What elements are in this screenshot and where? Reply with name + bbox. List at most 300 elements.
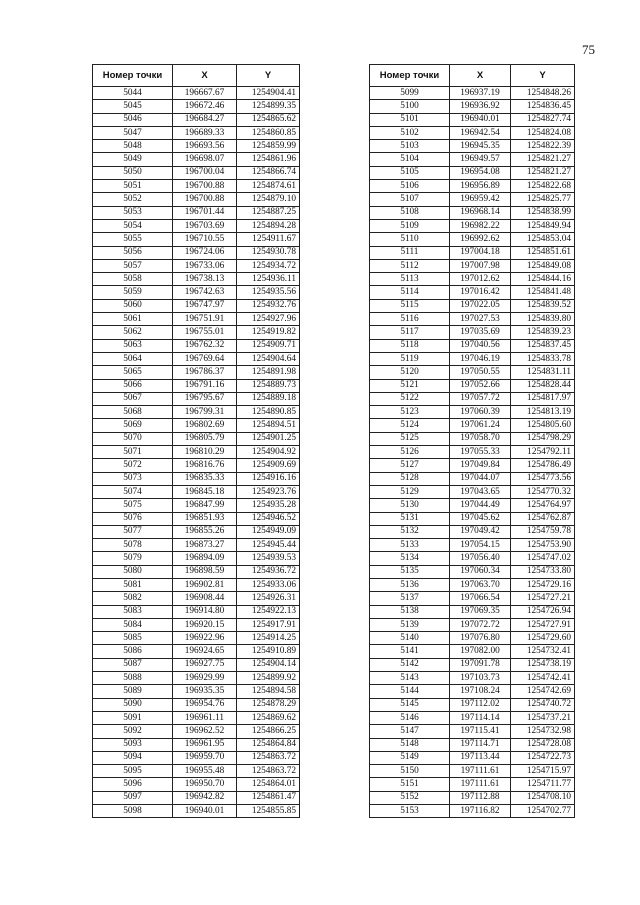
table-row bbox=[93, 751, 300, 764]
cell-x: 196873.27 bbox=[173, 539, 237, 552]
cell-y: 1254764.97 bbox=[511, 499, 575, 512]
cell-x: 196922.96 bbox=[173, 632, 237, 645]
table-row bbox=[370, 805, 575, 818]
table-row bbox=[370, 392, 575, 405]
cell-point-number: 5063 bbox=[93, 339, 173, 352]
cell-point-number: 5051 bbox=[93, 180, 173, 193]
cell-y: 1254728.08 bbox=[511, 738, 575, 751]
cell-y: 1254901.25 bbox=[237, 432, 300, 445]
table-row bbox=[93, 113, 300, 126]
cell-y: 1254733.80 bbox=[511, 565, 575, 578]
cell-x: 196982.22 bbox=[450, 219, 511, 232]
table-row bbox=[370, 725, 575, 738]
header-x: X bbox=[173, 65, 237, 87]
table-row bbox=[93, 180, 300, 193]
table-row bbox=[370, 259, 575, 272]
header-point-number: Номер точки bbox=[370, 65, 450, 87]
table-row bbox=[93, 313, 300, 326]
cell-point-number: 5097 bbox=[93, 791, 173, 804]
cell-y: 1254909.71 bbox=[237, 339, 300, 352]
cell-y: 1254889.73 bbox=[237, 379, 300, 392]
cell-point-number: 5055 bbox=[93, 233, 173, 246]
cell-y: 1254869.62 bbox=[237, 711, 300, 724]
cell-point-number: 5131 bbox=[370, 512, 450, 525]
table-row bbox=[370, 153, 575, 166]
cell-y: 1254729.16 bbox=[511, 578, 575, 591]
cell-y: 1254798.29 bbox=[511, 432, 575, 445]
cell-point-number: 5112 bbox=[370, 259, 450, 272]
table-row bbox=[93, 552, 300, 565]
cell-point-number: 5109 bbox=[370, 219, 450, 232]
cell-y: 1254904.41 bbox=[237, 87, 300, 100]
cell-point-number: 5085 bbox=[93, 632, 173, 645]
cell-y: 1254727.21 bbox=[511, 592, 575, 605]
cell-x: 197043.65 bbox=[450, 485, 511, 498]
table-row bbox=[370, 578, 575, 591]
table-row bbox=[93, 100, 300, 113]
cell-y: 1254762.87 bbox=[511, 512, 575, 525]
cell-y: 1254935.56 bbox=[237, 286, 300, 299]
cell-point-number: 5084 bbox=[93, 618, 173, 631]
cell-x: 196955.48 bbox=[173, 765, 237, 778]
cell-y: 1254841.48 bbox=[511, 286, 575, 299]
cell-point-number: 5128 bbox=[370, 472, 450, 485]
cell-y: 1254849.94 bbox=[511, 219, 575, 232]
table-row bbox=[370, 711, 575, 724]
cell-y: 1254949.09 bbox=[237, 525, 300, 538]
cell-point-number: 5145 bbox=[370, 698, 450, 711]
cell-point-number: 5119 bbox=[370, 352, 450, 365]
table-row bbox=[370, 525, 575, 538]
cell-x: 197066.54 bbox=[450, 592, 511, 605]
cell-x: 196954.76 bbox=[173, 698, 237, 711]
table-row bbox=[93, 791, 300, 804]
cell-y: 1254844.16 bbox=[511, 273, 575, 286]
cell-point-number: 5146 bbox=[370, 711, 450, 724]
cell-y: 1254919.82 bbox=[237, 326, 300, 339]
table-row bbox=[370, 366, 575, 379]
cell-point-number: 5087 bbox=[93, 658, 173, 671]
cell-x: 196968.14 bbox=[450, 206, 511, 219]
cell-x: 197061.24 bbox=[450, 419, 511, 432]
cell-point-number: 5052 bbox=[93, 193, 173, 206]
cell-x: 197057.72 bbox=[450, 392, 511, 405]
cell-point-number: 5144 bbox=[370, 685, 450, 698]
table-row bbox=[93, 485, 300, 498]
cell-point-number: 5105 bbox=[370, 166, 450, 179]
table-row bbox=[93, 326, 300, 339]
cell-y: 1254904.14 bbox=[237, 658, 300, 671]
table-row bbox=[370, 87, 575, 100]
cell-point-number: 5115 bbox=[370, 299, 450, 312]
cell-x: 196700.88 bbox=[173, 180, 237, 193]
cell-y: 1254805.60 bbox=[511, 419, 575, 432]
cell-y: 1254828.44 bbox=[511, 379, 575, 392]
table-row bbox=[93, 805, 300, 818]
table-row bbox=[370, 605, 575, 618]
cell-point-number: 5053 bbox=[93, 206, 173, 219]
table-row bbox=[370, 326, 575, 339]
cell-x: 197007.98 bbox=[450, 259, 511, 272]
cell-point-number: 5117 bbox=[370, 326, 450, 339]
table-row bbox=[370, 539, 575, 552]
cell-point-number: 5114 bbox=[370, 286, 450, 299]
cell-y: 1254838.99 bbox=[511, 206, 575, 219]
table-row bbox=[370, 140, 575, 153]
cell-point-number: 5045 bbox=[93, 100, 173, 113]
table-row bbox=[93, 339, 300, 352]
cell-y: 1254737.21 bbox=[511, 711, 575, 724]
cell-x: 197016.42 bbox=[450, 286, 511, 299]
table-row bbox=[93, 206, 300, 219]
cell-y: 1254732.41 bbox=[511, 645, 575, 658]
table-row bbox=[370, 432, 575, 445]
cell-x: 197040.56 bbox=[450, 339, 511, 352]
cell-y: 1254910.89 bbox=[237, 645, 300, 658]
table-row bbox=[93, 379, 300, 392]
cell-x: 196914.80 bbox=[173, 605, 237, 618]
cell-x: 196961.11 bbox=[173, 711, 237, 724]
table-row bbox=[370, 180, 575, 193]
table-row bbox=[93, 592, 300, 605]
cell-y: 1254824.08 bbox=[511, 126, 575, 139]
cell-y: 1254923.76 bbox=[237, 485, 300, 498]
table-row bbox=[93, 672, 300, 685]
table-body-right bbox=[370, 87, 575, 818]
cell-point-number: 5081 bbox=[93, 578, 173, 591]
coordinates-table-left bbox=[92, 64, 300, 818]
cell-point-number: 5152 bbox=[370, 791, 450, 804]
cell-x: 196992.62 bbox=[450, 233, 511, 246]
table-row bbox=[370, 791, 575, 804]
cell-x: 196855.26 bbox=[173, 525, 237, 538]
cell-x: 197114.14 bbox=[450, 711, 511, 724]
cell-point-number: 5135 bbox=[370, 565, 450, 578]
cell-x: 196940.01 bbox=[173, 805, 237, 818]
table-row bbox=[93, 193, 300, 206]
table-row bbox=[93, 126, 300, 139]
cell-y: 1254817.97 bbox=[511, 392, 575, 405]
cell-y: 1254911.67 bbox=[237, 233, 300, 246]
cell-point-number: 5132 bbox=[370, 525, 450, 538]
cell-point-number: 5107 bbox=[370, 193, 450, 206]
table-row bbox=[93, 273, 300, 286]
table-row bbox=[93, 166, 300, 179]
table-row bbox=[93, 259, 300, 272]
cell-y: 1254836.45 bbox=[511, 100, 575, 113]
cell-x: 196959.42 bbox=[450, 193, 511, 206]
cell-x: 196751.91 bbox=[173, 313, 237, 326]
cell-x: 196689.33 bbox=[173, 126, 237, 139]
cell-y: 1254936.72 bbox=[237, 565, 300, 578]
table-row bbox=[93, 459, 300, 472]
cell-x: 197072.72 bbox=[450, 618, 511, 631]
cell-point-number: 5080 bbox=[93, 565, 173, 578]
cell-x: 196710.55 bbox=[173, 233, 237, 246]
cell-y: 1254926.31 bbox=[237, 592, 300, 605]
cell-x: 196805.79 bbox=[173, 432, 237, 445]
table-row bbox=[370, 738, 575, 751]
cell-x: 197111.61 bbox=[450, 778, 511, 791]
cell-x: 197056.40 bbox=[450, 552, 511, 565]
cell-y: 1254866.25 bbox=[237, 725, 300, 738]
cell-y: 1254879.10 bbox=[237, 193, 300, 206]
table-row bbox=[93, 246, 300, 259]
cell-point-number: 5058 bbox=[93, 273, 173, 286]
cell-x: 197052.66 bbox=[450, 379, 511, 392]
cell-x: 196950.70 bbox=[173, 778, 237, 791]
cell-y: 1254945.44 bbox=[237, 539, 300, 552]
cell-x: 197058.70 bbox=[450, 432, 511, 445]
cell-y: 1254825.77 bbox=[511, 193, 575, 206]
cell-point-number: 5142 bbox=[370, 658, 450, 671]
cell-y: 1254866.74 bbox=[237, 166, 300, 179]
cell-y: 1254740.72 bbox=[511, 698, 575, 711]
cell-x: 197108.24 bbox=[450, 685, 511, 698]
cell-point-number: 5048 bbox=[93, 140, 173, 153]
cell-y: 1254753.90 bbox=[511, 539, 575, 552]
table-row bbox=[370, 685, 575, 698]
cell-point-number: 5044 bbox=[93, 87, 173, 100]
cell-y: 1254821.27 bbox=[511, 153, 575, 166]
table-row bbox=[93, 472, 300, 485]
cell-x: 196701.44 bbox=[173, 206, 237, 219]
table-row bbox=[370, 419, 575, 432]
cell-x: 196894.09 bbox=[173, 552, 237, 565]
table-row bbox=[370, 512, 575, 525]
table-row bbox=[93, 432, 300, 445]
cell-y: 1254946.52 bbox=[237, 512, 300, 525]
cell-y: 1254935.28 bbox=[237, 499, 300, 512]
table-row bbox=[370, 113, 575, 126]
table-row bbox=[93, 446, 300, 459]
table-body-left bbox=[93, 87, 300, 818]
table-row bbox=[370, 618, 575, 631]
cell-point-number: 5129 bbox=[370, 485, 450, 498]
cell-x: 196672.46 bbox=[173, 100, 237, 113]
table-row bbox=[93, 299, 300, 312]
cell-y: 1254848.26 bbox=[511, 87, 575, 100]
table-row bbox=[93, 565, 300, 578]
cell-point-number: 5061 bbox=[93, 313, 173, 326]
cell-point-number: 5062 bbox=[93, 326, 173, 339]
cell-point-number: 5049 bbox=[93, 153, 173, 166]
cell-x: 197060.34 bbox=[450, 565, 511, 578]
cell-x: 196733.06 bbox=[173, 259, 237, 272]
cell-y: 1254726.94 bbox=[511, 605, 575, 618]
cell-y: 1254917.91 bbox=[237, 618, 300, 631]
cell-point-number: 5047 bbox=[93, 126, 173, 139]
cell-y: 1254934.72 bbox=[237, 259, 300, 272]
cell-point-number: 5106 bbox=[370, 180, 450, 193]
cell-point-number: 5096 bbox=[93, 778, 173, 791]
header-y: Y bbox=[237, 65, 300, 87]
cell-y: 1254770.32 bbox=[511, 485, 575, 498]
cell-y: 1254742.41 bbox=[511, 672, 575, 685]
cell-point-number: 5090 bbox=[93, 698, 173, 711]
table-row bbox=[370, 778, 575, 791]
cell-x: 197115.41 bbox=[450, 725, 511, 738]
cell-point-number: 5092 bbox=[93, 725, 173, 738]
cell-y: 1254916.16 bbox=[237, 472, 300, 485]
table-row bbox=[370, 499, 575, 512]
table-row bbox=[370, 672, 575, 685]
cell-y: 1254839.80 bbox=[511, 313, 575, 326]
cell-y: 1254851.61 bbox=[511, 246, 575, 259]
table-row bbox=[370, 406, 575, 419]
cell-y: 1254853.04 bbox=[511, 233, 575, 246]
cell-point-number: 5136 bbox=[370, 578, 450, 591]
cell-point-number: 5073 bbox=[93, 472, 173, 485]
cell-x: 197076.80 bbox=[450, 632, 511, 645]
cell-point-number: 5143 bbox=[370, 672, 450, 685]
table-row bbox=[370, 459, 575, 472]
cell-x: 196898.59 bbox=[173, 565, 237, 578]
cell-x: 197082.00 bbox=[450, 645, 511, 658]
cell-y: 1254861.47 bbox=[237, 791, 300, 804]
table-row bbox=[370, 273, 575, 286]
cell-x: 197044.49 bbox=[450, 499, 511, 512]
cell-point-number: 5082 bbox=[93, 592, 173, 605]
cell-x: 197114.71 bbox=[450, 738, 511, 751]
table-header-row bbox=[370, 65, 575, 87]
cell-x: 196791.16 bbox=[173, 379, 237, 392]
cell-x: 197113.44 bbox=[450, 751, 511, 764]
cell-point-number: 5095 bbox=[93, 765, 173, 778]
cell-point-number: 5121 bbox=[370, 379, 450, 392]
table-row bbox=[93, 618, 300, 631]
cell-x: 197091.78 bbox=[450, 658, 511, 671]
cell-y: 1254922.13 bbox=[237, 605, 300, 618]
table-row bbox=[93, 778, 300, 791]
cell-point-number: 5126 bbox=[370, 446, 450, 459]
cell-y: 1254742.69 bbox=[511, 685, 575, 698]
table-row bbox=[93, 153, 300, 166]
cell-y: 1254864.84 bbox=[237, 738, 300, 751]
cell-y: 1254837.45 bbox=[511, 339, 575, 352]
cell-y: 1254860.85 bbox=[237, 126, 300, 139]
table-row bbox=[370, 233, 575, 246]
cell-y: 1254792.11 bbox=[511, 446, 575, 459]
cell-point-number: 5066 bbox=[93, 379, 173, 392]
cell-y: 1254722.73 bbox=[511, 751, 575, 764]
table-row bbox=[93, 765, 300, 778]
table-row bbox=[93, 366, 300, 379]
cell-y: 1254827.74 bbox=[511, 113, 575, 126]
table-row bbox=[93, 286, 300, 299]
cell-point-number: 5067 bbox=[93, 392, 173, 405]
table-row bbox=[370, 765, 575, 778]
cell-y: 1254813.19 bbox=[511, 406, 575, 419]
cell-y: 1254821.27 bbox=[511, 166, 575, 179]
cell-x: 197060.39 bbox=[450, 406, 511, 419]
cell-point-number: 5077 bbox=[93, 525, 173, 538]
cell-y: 1254914.25 bbox=[237, 632, 300, 645]
cell-x: 196935.35 bbox=[173, 685, 237, 698]
cell-x: 197069.35 bbox=[450, 605, 511, 618]
page-number: 75 bbox=[582, 42, 595, 57]
cell-point-number: 5101 bbox=[370, 113, 450, 126]
cell-x: 196847.99 bbox=[173, 499, 237, 512]
cell-x: 197022.05 bbox=[450, 299, 511, 312]
table-row bbox=[370, 751, 575, 764]
cell-point-number: 5124 bbox=[370, 419, 450, 432]
cell-y: 1254822.68 bbox=[511, 180, 575, 193]
table-row bbox=[370, 565, 575, 578]
table-row bbox=[370, 246, 575, 259]
cell-y: 1254894.28 bbox=[237, 219, 300, 232]
cell-x: 196684.27 bbox=[173, 113, 237, 126]
cell-y: 1254874.61 bbox=[237, 180, 300, 193]
table-row bbox=[370, 592, 575, 605]
cell-x: 197046.19 bbox=[450, 352, 511, 365]
table-row bbox=[370, 219, 575, 232]
cell-point-number: 5060 bbox=[93, 299, 173, 312]
cell-point-number: 5074 bbox=[93, 485, 173, 498]
cell-y: 1254715.97 bbox=[511, 765, 575, 778]
cell-point-number: 5103 bbox=[370, 140, 450, 153]
cell-x: 196835.33 bbox=[173, 472, 237, 485]
table-row bbox=[93, 645, 300, 658]
cell-point-number: 5083 bbox=[93, 605, 173, 618]
cell-x: 197054.15 bbox=[450, 539, 511, 552]
cell-y: 1254899.35 bbox=[237, 100, 300, 113]
cell-point-number: 5065 bbox=[93, 366, 173, 379]
cell-point-number: 5138 bbox=[370, 605, 450, 618]
table-row bbox=[370, 193, 575, 206]
table-row bbox=[93, 685, 300, 698]
cell-y: 1254927.96 bbox=[237, 313, 300, 326]
cell-point-number: 5056 bbox=[93, 246, 173, 259]
cell-x: 197044.07 bbox=[450, 472, 511, 485]
cell-x: 197049.84 bbox=[450, 459, 511, 472]
cell-y: 1254889.18 bbox=[237, 392, 300, 405]
header-x: X bbox=[450, 65, 511, 87]
cell-y: 1254773.56 bbox=[511, 472, 575, 485]
table-row bbox=[370, 379, 575, 392]
cell-x: 196851.93 bbox=[173, 512, 237, 525]
cell-x: 196945.35 bbox=[450, 140, 511, 153]
cell-point-number: 5120 bbox=[370, 366, 450, 379]
cell-point-number: 5141 bbox=[370, 645, 450, 658]
cell-y: 1254894.51 bbox=[237, 419, 300, 432]
cell-x: 196703.69 bbox=[173, 219, 237, 232]
cell-point-number: 5070 bbox=[93, 432, 173, 445]
header-point-number: Номер точки bbox=[93, 65, 173, 87]
cell-y: 1254786.49 bbox=[511, 459, 575, 472]
cell-y: 1254759.78 bbox=[511, 525, 575, 538]
table-row bbox=[93, 725, 300, 738]
cell-point-number: 5153 bbox=[370, 805, 450, 818]
table-row bbox=[370, 352, 575, 365]
cell-point-number: 5111 bbox=[370, 246, 450, 259]
cell-x: 197112.02 bbox=[450, 698, 511, 711]
cell-x: 196956.89 bbox=[450, 180, 511, 193]
cell-x: 196747.97 bbox=[173, 299, 237, 312]
cell-x: 196693.56 bbox=[173, 140, 237, 153]
cell-y: 1254936.11 bbox=[237, 273, 300, 286]
cell-y: 1254738.19 bbox=[511, 658, 575, 671]
table-row bbox=[93, 219, 300, 232]
cell-x: 196959.70 bbox=[173, 751, 237, 764]
cell-x: 196920.15 bbox=[173, 618, 237, 631]
cell-y: 1254839.23 bbox=[511, 326, 575, 339]
cell-point-number: 5125 bbox=[370, 432, 450, 445]
cell-point-number: 5091 bbox=[93, 711, 173, 724]
cell-point-number: 5108 bbox=[370, 206, 450, 219]
cell-point-number: 5068 bbox=[93, 406, 173, 419]
cell-x: 197055.33 bbox=[450, 446, 511, 459]
